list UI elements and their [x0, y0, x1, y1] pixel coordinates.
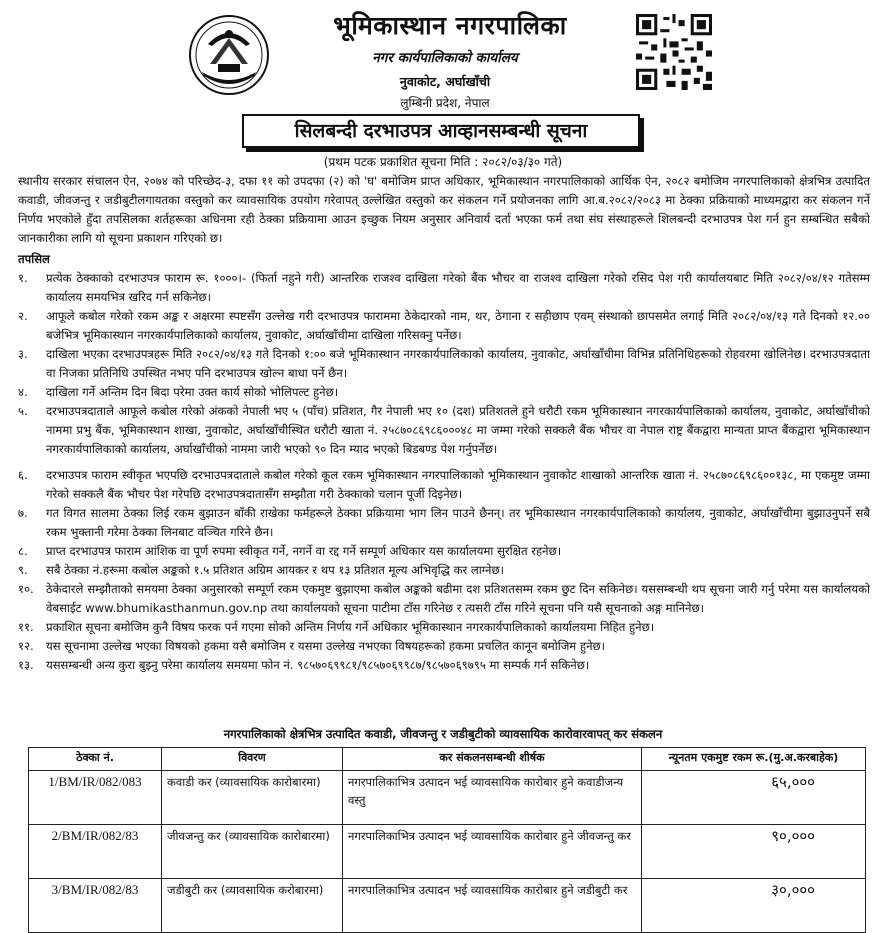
- office-name: नगर कार्यपालिकाको कार्यालय: [372, 50, 518, 66]
- list-item: ११. प्रकाशित सूचना बमोजिम कुनै विषय फरक पर्न गएमा सोको अन्तिम निर्णय गर्ने अधिकार भूमिकास्थान नगरकार्यपालिकाको कार्यालयमा निहित हुनेछ।: [18, 620, 655, 634]
- description-cell: जडीबुटी कर (व्यावसायिक करोबारमा): [162, 879, 343, 933]
- notice-heading: सिलबन्दी दरभाउपत्र आव्हानसम्बन्धी सूचना: [242, 114, 640, 148]
- column-header: ठेक्का नं.: [29, 748, 162, 771]
- letterhead: [0, 0, 886, 112]
- heading-cell: नगरपालिकाभित्र उत्पादन भई व्यावसायिक कारोबार हुने जडीबुटी कर: [343, 879, 642, 933]
- description-cell: जीवजन्तु कर (व्यावसायिक कारोबारमा): [162, 825, 343, 879]
- address-line-2: लुम्बिनी प्रदेश, नेपाल: [400, 96, 490, 110]
- list-item: १२. यस सूचनामा उल्लेख भएका विषयको हकमा यसै बमोजिम र यसमा उल्लेख नभएका विषयहरूको हकमा प्रचलित कानून बमोजिम हुनेछ।: [18, 639, 606, 653]
- list-item: १. प्रत्येक ठेक्काको दरभाउपत्र फाराम रू. १०००।- (फिर्ता नहुने गरी) आन्तरिक राजश्व दाखिला गरेको बैंक भौचर वा राजश्व दाखिला गरेको रसिद पेश गरी कार्यालयबाट मिति २०८२/०४/१२ गतेसम्म कार्यालय समयभित्र खरिद गर्न सकिनेछ।: [18, 271, 870, 304]
- list-item: ५. दरभाउपत्रदाताले आफूले कबोल गरेको अंकको नेपाली भए ५ (पाँच) प्रतिशत, गैर नेपाली भए १० (दश) प्रतिशतले हुने धरौटी रकम भूमिकास्थान नगरकार्यपालिकाको कार्यालय, नुवाकोट, अर्घाखाँचीको नाममा प्रभु बैंक, भूमिकास्थान शाखा, नुवाकोट, अर्घाखाँचीस्थित धरौटी खाता नं. २५८७०८६९८६०००४८ मा जम्मा गरेको सक्कलै बैंक भौचर वा नेपाल राष्ट्र बैंकद्वारा मान्यता प्राप्त बैंकद्वारा भूमिकास्थान नगरकार्यपालिकाको कार्यालय, अर्घाखाँचीको नाममा जारी भएको ९० दिन म्याद भएको बिडबण्ड पेश गर्नुपर्नेछ।: [18, 404, 870, 456]
- list-item: ६. दरभाउपत्र फाराम स्वीकृत भएपछि दरभाउपत्रदाताले कबोल गरेको कूल रकम भूमिकास्थान नगरपालिकाको भूमिकास्थान नुवाकोट शाखाको आन्तरिक खाता नं. २५८७०८६९८६००१३८, मा एकमुष्ट जम्मा गरेको सक्कलै बैंक भौचर पेश गरेपछि दरभाउपत्रदातासँग सम्झौता गरी ठेक्काको चलान पूर्जी दिइनेछ।: [18, 468, 870, 501]
- contract-no-cell: 3/BM/IR/082/83: [29, 879, 162, 933]
- address-line-1: नुवाकोट, अर्घाखाँची: [399, 74, 491, 89]
- list-item: ४. दाखिला गर्ने अन्तिम दिन बिदा परेमा उक्त कार्य सोको भोलिपल्ट हुनेछ।: [18, 385, 339, 399]
- amount-cell: ९०,०००: [642, 825, 866, 879]
- table-row: [29, 771, 866, 825]
- heading-cell: नगरपालिकाभित्र उत्पादन भई व्यावसायिक कारोबार हुने जीवजन्तु कर: [343, 825, 642, 879]
- list-item: २. आफूले कबोल गरेको रकम अङ्क र अक्षरमा स्पष्टसँग उल्लेख गरी दरभाउपत्र फाराममा ठेकेदारको नाम, थर, ठेगाना र सहीछाप एवम् संस्थाको छापसमेत लगाई मिति २०८२/०४/१३ गते दिनको १२.०० बजेभित्र भूमिकास्थान नगरकार्यपालिकाको कार्यालय, नुवाकोट, अर्घाखाँचीमा दाखिला गरिसक्नु पर्नेछ।: [18, 309, 870, 342]
- list-item: ३. दाखिला भएका दरभाउपत्रहरू मिति २०८२/०४/१३ गते दिनको १:०० बजे भूमिकास्थान नगरकार्यपालिकाको कार्यालय, नुवाकोट, अर्घाखाँचीमा विभिन्न प्रतिनिधिहरूको रोहवरमा खोलिनेछ। दरभाउपत्रदाता वा निजका प्रतिनिधि उपस्थित नभए पनि दरभाउपत्र खोल्न बाधा पर्ने छैन।: [18, 347, 870, 380]
- amount-cell: ६५,०००: [642, 771, 866, 825]
- list-item: ७. गत विगत सालमा ठेक्का लिई रकम बुझाउन बाँकी राखेका फर्महरूले ठेक्का प्रक्रियामा भाग लिन पाउने छैनन्। तर भूमिकास्थान नगरकार्यपालिकाको कार्यालय, नुवाकोट, अर्घाखाँचीमा बुझाउनुपर्ने सबै रकम भुक्तानी गरेमा ठेक्का लिनबाट वञ्चित गरिने छैन।: [18, 506, 870, 539]
- contract-table: [28, 747, 866, 933]
- qr-code-icon: [636, 14, 712, 90]
- column-header: कर संकलनसम्बन्धी शीर्षक: [343, 748, 642, 771]
- list-item: १३. यससम्बन्धी अन्य कुरा बुझ्नु परेमा कार्यालय समयमा फोन नं. ९८५७०६९९८१/९८५७०६९९८७/९८५७०६९७९५ मा सम्पर्क गर्न सकिनेछ।: [18, 658, 590, 672]
- contract-no-cell: 1/BM/IR/082/083: [29, 771, 162, 825]
- notice-body: [18, 172, 870, 675]
- description-cell: कवाडी कर (व्यावसायिक कारोबारमा): [162, 771, 343, 825]
- contract-no-cell: 2/BM/IR/082/83: [29, 825, 162, 879]
- amount-cell: ३०,०००: [642, 879, 866, 933]
- table-row: [29, 879, 866, 933]
- table-row: [29, 825, 866, 879]
- list-item: १०. ठेकेदारले सम्झौताको समयमा ठेक्का अनुसारको सम्पूर्ण रकम एकमुष्ट बुझाएमा कबोल अङ्कको बढीमा दश प्रतिशतसम्म रकम छुट दिन सकिनेछ। यससम्बन्धी थप सूचना जारी गर्नु परेमा यस कार्यालयको वेबसाईट www.bhumikasthanmun.gov.np तथा कार्यालयको सूचना पाटीमा टाँस गरिनेछ र त्यसरी टाँस गरिने सूचना पनि यसै सूचनाको अङ्ग मानिनेछ।: [18, 582, 870, 615]
- heading-cell: नगरपालिकाभित्र उत्पादन भई व्यावसायिक कारोबार हुने कवाडीजन्य वस्तु: [343, 771, 642, 825]
- section-label: तपसिल: [18, 252, 50, 266]
- list-item: ९. सबै ठेक्का नं.हरूमा कबोल अङ्कको १.५ प्रतिशत अग्रिम आयकर र थप १३ प्रतिशत मूल्य अभिवृद्धि कर लाग्नेछ।: [18, 563, 504, 577]
- first-published-date: (प्रथम पटक प्रकाशित सूचना मिति : २०८२/०३/३० गते): [323, 155, 563, 169]
- table-caption: नगरपालिकाको क्षेत्रभित्र उत्पादित कवाडी, जीवजन्तु र जडीबुटीको व्यावसायिक कारोवारवापत् कर संकलन: [223, 727, 663, 741]
- nepal-emblem-icon: [188, 14, 270, 96]
- column-header: न्यूनतम एकमुष्ट रकम रू.(मु.अ.करबाहेक): [642, 748, 866, 771]
- column-header: विवरण: [162, 748, 343, 771]
- municipality-title: भूमिकास्थान नगरपालिका: [333, 11, 567, 40]
- table-header-row: [29, 748, 866, 771]
- list-item: ८. प्राप्त दरभाउपत्र फाराम आंशिक वा पूर्ण रुपमा स्वीकृत गर्ने, नगर्ने वा रद्द गर्ने सम्पूर्ण अधिकार यस कार्यालयमा सुरक्षित रहनेछ।: [18, 544, 562, 558]
- intro-paragraph: स्थानीय सरकार संचालन ऐन, २०७४ को परिच्छेद-३, दफा ११ को उपदफा (२) को 'घ' बमोजिम प्राप्त अधिकार, भूमिकास्थान नगरपालिकाको आर्थिक ऐन, २०८२ बमोजिम नगरपालिकाको क्षेत्रभित्र उत्पादित कवाडी, जीवजन्तु र जडीबुटीलगायतका वस्तुको कर व्यावसायिक उपयोग गरेवापत् उल्लेखित वस्तुको कर संकलन गर्ने प्रयोजनका लागि आ.ब.२०८२/२०८३ मा ठेक्का प्रक्रियाको माध्यमद्वारा कर संकलन गर्ने निर्णय भएकोले हुँदा तपसिलका शर्तहरूका अधिनमा रही ठेक्का प्रक्रियामा आउन इच्छुक नियम अनुसार अनिवार्य दर्ता भएका फर्म तथा संघ संस्थाहरूले शिलबन्दी दरभाउपत्र पेश गर्न हुन सम्बन्धित सबैको जानकारीका लागि यो सूचना प्रकाशन गरिएको छ।: [18, 174, 870, 245]
